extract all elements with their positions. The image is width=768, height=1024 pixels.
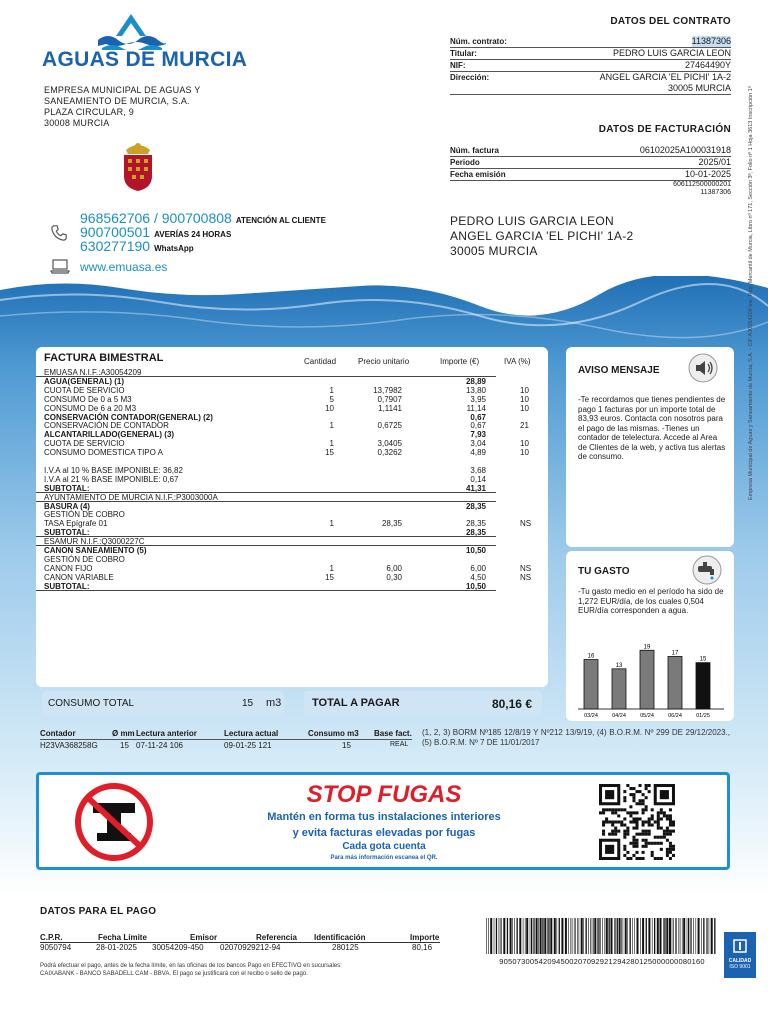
line-unit-price: 1,1141 — [378, 403, 402, 413]
invoice-number-value: 06102025A100031918 — [639, 145, 731, 155]
nif-value: 27464490Y — [684, 60, 731, 70]
chart-bar — [668, 656, 682, 709]
barcode-number: 90507300542094500207092921294280125000000080160 — [499, 957, 705, 966]
billing-row — [450, 169, 731, 181]
invoice-line — [36, 502, 548, 511]
line-vat: NS — [520, 519, 532, 529]
total-to-pay-label: TOTAL A PAGAR — [312, 697, 400, 709]
meter-data-row — [40, 741, 412, 751]
invoice-line — [36, 519, 548, 528]
invoice-line — [36, 413, 548, 422]
current-reading-header: Lectura actual — [224, 729, 279, 738]
line-description: GESTIÓN DE COBRO — [44, 510, 125, 520]
chart-value-label: 13 — [615, 662, 623, 669]
banner-line1: Mantén en forma tus instalaciones interiores — [267, 811, 501, 823]
line-amount: 0,67 — [470, 421, 486, 431]
line-description: CUOTA DE SERVICIO — [44, 385, 125, 395]
diameter-header: Ø mm — [112, 729, 135, 738]
invoice-line — [36, 555, 548, 564]
consumption-total-unit: m3 — [266, 697, 282, 709]
line-description: CANON VARIABLE — [44, 572, 114, 582]
line-quantity: 10 — [325, 403, 334, 413]
notice-text: -Te recordamos que tienes pendientes de pago 1 facturas por un importe total de 83,93 euros. Contacta con nosotros para el pago de las mismas. -Tienes un contador de telelectura. Accede al Area de Clientes de la web, y activa tus alertas de consumo. — [578, 395, 726, 461]
chart-category-label: 06/24 — [668, 713, 682, 719]
invoice-line — [36, 430, 548, 439]
line-description: SUBTOTAL: — [44, 581, 90, 591]
issue-date-value: 10-01-2025 — [684, 169, 731, 179]
payment-barcode[interactable] — [484, 918, 720, 954]
whatsapp-label: WhatsApp — [154, 244, 194, 253]
total-to-pay-value: 80,16 € — [491, 697, 532, 711]
qr-code[interactable] — [599, 784, 675, 860]
invoice-line — [36, 582, 496, 591]
chart-bar — [612, 669, 626, 709]
line-description: GESTIÓN DE COBRO — [44, 554, 125, 564]
company-line: EMPRESA MUNICIPAL DE AGUAS Y — [44, 85, 201, 95]
amount-header: Importe — [410, 933, 440, 942]
invoice-line — [36, 564, 548, 573]
stop-leaks-title — [209, 781, 559, 809]
line-amount: 0,67 — [470, 412, 486, 422]
coat-of-arms-icon — [120, 140, 156, 192]
stop-leaks-title-text: STOP FUGAS — [306, 781, 462, 808]
line-amount: 7,93 — [470, 430, 486, 440]
recipient-address — [450, 214, 633, 259]
line-amount: 28,35 — [465, 528, 486, 538]
current-reading: 09-01-25 121 — [224, 741, 272, 750]
chart-category-label: 05/24 — [640, 713, 654, 719]
line-description: AYUNTAMIENTO DE MURCIA N.I.F.:P3003000A — [44, 492, 218, 502]
meter-header-row — [40, 729, 412, 739]
chart-value-label: 17 — [671, 650, 679, 657]
company-line: SANEAMIENTO DE MURCIA, S.A. — [44, 96, 190, 106]
line-description: I.V.A al 21 % BASE IMPONIBLE: 0,67 — [44, 474, 179, 484]
issue-date-label: Fecha emisión — [450, 170, 506, 179]
line-vat: 10 — [520, 394, 529, 404]
payment-note-line: Podrá efectuar el pago, antes de la fecha límite, en las oficinas de los bancos Pago en EFECTIVO en sucursales: — [40, 963, 342, 969]
contract-section-title: DATOS DEL CONTRATO — [610, 16, 731, 27]
phone-icon — [50, 224, 68, 242]
phone-list — [80, 210, 326, 252]
contract-number-value: 11387306 — [691, 36, 731, 46]
line-quantity: 1 — [329, 421, 334, 431]
invoice-line — [36, 448, 548, 457]
line-unit-price: 0,3262 — [377, 448, 402, 458]
line-unit-price: 6,00 — [386, 563, 402, 573]
billing-row — [450, 145, 731, 157]
address-line2: 30005 MURCIA — [450, 83, 731, 95]
speaker-icon — [688, 353, 718, 383]
reference-header: Referencia — [256, 933, 297, 942]
billing-base-value: REAL — [390, 741, 409, 748]
recipient-line: ANGEL GARCIA 'EL PICHI' 1A-2 — [450, 229, 634, 243]
line-unit-price: 13,7982 — [373, 385, 402, 395]
line-quantity: 1 — [329, 439, 334, 449]
invoice-line — [36, 546, 548, 555]
identification-value: 280125 — [332, 943, 359, 952]
line-vat: 10 — [520, 439, 529, 449]
customer-service-phone[interactable]: 968562706 / 900700808 — [80, 210, 232, 226]
contract-row — [450, 48, 731, 60]
line-quantity: 15 — [325, 448, 334, 458]
line-description: CONSUMO DOMESTICA TIPO A — [44, 448, 163, 458]
invoice-panel — [36, 347, 548, 711]
invoice-line — [36, 368, 496, 377]
line-amount: 11,14 — [466, 403, 486, 413]
meter-header: Contador — [40, 729, 76, 738]
line-description: CONSERVACIÓN DE CONTADOR — [44, 421, 169, 431]
consumption-value: 15 — [342, 741, 351, 750]
consumption-header: Consumo m3 — [308, 729, 359, 738]
contract-row — [450, 72, 731, 83]
consumption-total-value: 15 — [242, 698, 254, 709]
contract-row — [450, 60, 731, 72]
line-description: EMUASA N.I.F.:A30054209 — [44, 368, 142, 377]
contract-number-label: Núm. contrato: — [450, 37, 507, 46]
notice-panel — [566, 347, 734, 547]
stop-leaks-banner — [36, 772, 730, 870]
line-quantity: 1 — [329, 385, 334, 395]
chart-value-label: 15 — [699, 656, 707, 663]
line-vat: 21 — [520, 421, 529, 431]
chart-bar — [640, 650, 654, 709]
consumption-total-label: CONSUMO TOTAL — [48, 698, 135, 709]
line-description: I.V.A al 10 % BASE IMPONIBLE: 36,82 — [44, 465, 183, 475]
spending-panel — [566, 551, 734, 721]
line-quantity: 5 — [329, 394, 334, 404]
billing-row — [450, 157, 731, 169]
line-description: CUOTA DE SERVICIO — [44, 439, 125, 449]
whatsapp-phone[interactable]: 630277190 — [80, 238, 151, 254]
billing-table — [450, 145, 731, 197]
issuer-header: Emisor — [190, 933, 218, 942]
invoice-title: FACTURA BIMESTRAL — [44, 352, 164, 364]
line-description: TASA Epígrafe 01 — [44, 519, 108, 529]
line-unit-price: 0,30 — [386, 572, 402, 582]
line-amount: 41,31 — [465, 483, 486, 493]
invoice-line — [36, 404, 548, 413]
invoice-line — [36, 457, 548, 466]
line-amount: 4,50 — [470, 572, 486, 582]
price-header: Precio unitario — [358, 357, 410, 366]
chart-category-label: 01/25 — [696, 713, 710, 719]
holder-label: Titular: — [450, 49, 477, 58]
breakdowns-phone[interactable]: 900700501 — [80, 224, 151, 240]
quality-standard: ISO 9001 — [729, 964, 751, 970]
billing-base-header: Base fact. — [374, 729, 412, 738]
invoice-line — [36, 439, 548, 448]
line-description: CANON FIJO — [44, 563, 93, 573]
line-amount: 4,89 — [470, 448, 486, 458]
invoice-line — [36, 484, 496, 493]
contract-table — [450, 36, 731, 95]
reference-value: 02070929212-94 — [220, 943, 281, 952]
banner-line4: Para más información escanea el QR. — [330, 855, 438, 861]
invoice-line — [36, 537, 496, 546]
billing-ref1: 606112500000201 — [673, 181, 731, 188]
quality-certification-badge — [724, 932, 756, 978]
banner-line3: Cada gota cuenta — [342, 841, 426, 852]
spending-chart — [576, 637, 726, 721]
spending-title: TU GASTO — [578, 566, 630, 577]
holder-value: PEDRO LUIS GARCIA LEON — [612, 48, 731, 58]
line-amount: 28,35 — [465, 501, 486, 511]
consumption-total-box — [42, 691, 284, 715]
line-unit-price: 0,6725 — [377, 421, 402, 431]
chart-category-label: 03/24 — [584, 713, 598, 719]
line-amount: 13,80 — [465, 385, 486, 395]
line-description: AGUA(GENERAL) (1) — [44, 376, 124, 386]
legal-registration-note: Empresa Municipal de Aguas y Saneamiento de Murcia, S.A. - CIF A30054209 Ins. Reg. Mercantil de Murcia, Libro nº 171, Sección 3ª, Folio nº 1 Hoja 3613 Inscripción 1ª — [748, 86, 754, 500]
invoice-line — [36, 421, 548, 430]
line-description: ALCANTARILLADO(GENERAL) (3) — [44, 430, 175, 440]
line-amount: 6,00 — [470, 563, 486, 573]
line-vat: 10 — [520, 403, 529, 413]
line-description: ESAMUR N.I.F.:Q3000227C — [44, 537, 145, 547]
recipient-line: 30005 MURCIA — [450, 244, 538, 258]
line-quantity: 1 — [329, 519, 334, 529]
line-unit-price: 3,0405 — [377, 439, 402, 449]
due-date-value: 28-01-2025 — [96, 943, 137, 952]
line-description: CONSUMO De 0 a 5 M3 — [44, 394, 132, 404]
due-date-header: Fecha Límite — [98, 933, 147, 942]
laptop-icon — [50, 258, 70, 274]
issuer-value: 30054209-450 — [152, 943, 204, 952]
line-unit-price: 0,7907 — [377, 394, 402, 404]
billing-ref2: 11387306 — [700, 189, 731, 196]
cpr-value: 9050794 — [40, 943, 72, 952]
spending-text: -Tu gasto medio en el período ha sido de 1,272 EUR/día, de los cuales 0,504 EUR/día corresponden a agua. — [578, 587, 724, 615]
line-description: SUBTOTAL: — [44, 528, 90, 538]
previous-reading: 07-11-24 106 — [136, 741, 183, 750]
line-unit-price: 28,35 — [381, 519, 402, 529]
chart-bar — [696, 663, 710, 709]
vat-header: IVA (%) — [504, 357, 531, 366]
chart-value-label: 16 — [587, 653, 595, 660]
invoice-line — [36, 493, 496, 502]
contract-row — [450, 36, 731, 48]
company-line: PLAZA CIRCULAR, 9 — [44, 107, 134, 117]
invoice-line — [36, 377, 548, 386]
line-quantity: 15 — [325, 572, 334, 582]
breakdowns-label: AVERÍAS 24 HORAS — [154, 230, 232, 239]
billing-section-title: DATOS DE FACTURACIÓN — [598, 124, 731, 135]
meter-id: H23VA368258G — [40, 741, 98, 750]
brand-name: AGUAS DE MURCIA — [42, 48, 248, 71]
invoice-number-label: Núm. factura — [450, 146, 499, 155]
recipient-line: PEDRO LUIS GARCIA LEON — [450, 214, 614, 228]
amount-header: Importe (€) — [440, 357, 480, 366]
address-label: Dirección: — [450, 73, 490, 82]
line-vat: NS — [520, 572, 532, 582]
previous-reading-header: Lectura anterior — [136, 729, 197, 738]
invoice-line — [36, 510, 548, 519]
chart-category-label: 04/24 — [612, 713, 626, 719]
line-description: BASURA (4) — [44, 501, 90, 511]
faucet-icon — [692, 555, 722, 585]
qty-header: Cantidad — [304, 357, 337, 366]
amount-value: 80,16 — [412, 943, 433, 952]
company-line: 30008 MURCIA — [44, 118, 110, 128]
invoice-line — [36, 528, 496, 537]
meter-diameter: 15 — [120, 741, 129, 750]
payment-section-title: DATOS PARA EL PAGO — [40, 906, 157, 917]
line-amount: 28,89 — [465, 376, 486, 386]
legal-references: (1, 2, 3) BORM Nº185 12/8/19 Y Nº212 13/9/19, (4) B.O.R.M. Nº 299 DE 29/12/2023., (5) B.O.R.M. Nº 7 DE 11/01/2017 — [422, 728, 730, 747]
period-label: Periodo — [450, 158, 480, 167]
chart-value-label: 19 — [643, 644, 651, 651]
line-vat: 10 — [520, 385, 529, 395]
address-value: ANGEL GARCIA 'EL PICHI' 1A-2 — [599, 72, 731, 82]
brand-logo-icon — [96, 12, 166, 50]
invoice-line — [36, 386, 548, 395]
line-vat: NS — [520, 563, 532, 573]
line-quantity: 1 — [329, 563, 334, 573]
line-description: CONSUMO De 6 a 20 M3 — [44, 403, 137, 413]
invoice-line — [36, 475, 548, 484]
notice-title: AVISO MENSAJE — [578, 365, 660, 376]
quality-label: CALIDAD — [728, 958, 752, 964]
line-amount: 0,14 — [470, 474, 486, 484]
payment-note-line: CAIXABANK - BANCO SABADELL CAM - BBVA. El pago se justificará con el recibo o sello de pago. — [40, 971, 308, 977]
line-amount: 3,04 — [470, 439, 486, 449]
period-value: 2025/01 — [698, 157, 731, 167]
invoice-line — [36, 466, 548, 475]
line-description: CONSERVACIÓN CONTADOR(GENERAL) (2) — [44, 412, 213, 422]
customer-service-label: ATENCIÓN AL CLIENTE — [235, 216, 326, 225]
chart-bar — [584, 660, 598, 709]
payment-note — [40, 962, 440, 978]
line-amount: 10,50 — [465, 546, 486, 555]
banner-line2: y evita facturas elevadas por fugas — [292, 827, 476, 839]
invoice-line — [36, 573, 548, 582]
identification-header: Identificación — [314, 933, 366, 942]
website-link[interactable]: www.emuasa.es — [80, 260, 168, 274]
total-to-pay-box — [304, 691, 542, 715]
line-amount: 28,35 — [465, 519, 486, 529]
quality-icon — [730, 936, 750, 956]
line-description: CANON SANEAMIENTO (5) — [44, 546, 147, 555]
line-amount: 3,95 — [470, 394, 486, 404]
nif-label: NIF: — [450, 61, 466, 70]
cpr-header: C.P.R. — [40, 933, 63, 942]
line-amount: 3,68 — [470, 465, 486, 475]
no-leak-icon — [59, 779, 169, 865]
company-info — [44, 85, 200, 129]
line-description: SUBTOTAL: — [44, 483, 90, 493]
invoice-line — [36, 395, 548, 404]
line-vat: 10 — [520, 448, 529, 458]
line-amount: 10,50 — [465, 581, 486, 591]
